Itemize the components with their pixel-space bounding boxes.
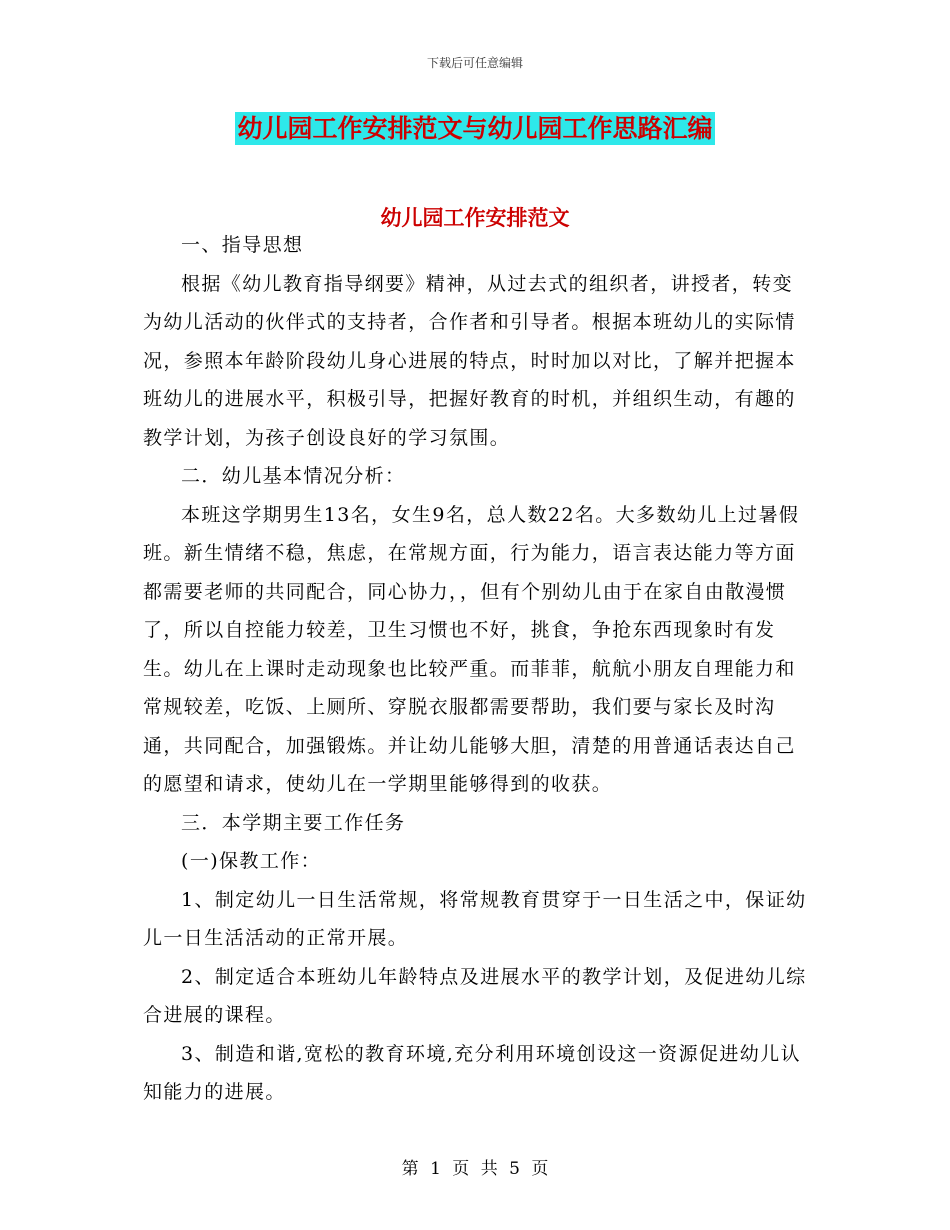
heading-main-tasks: 三．本学期主要工作任务 [181, 811, 406, 834]
task-item-3: 3、制造和谐,宽松的教育环境,充分利用环境创设这一资源促进幼儿认知能力的进展。 [143, 1042, 801, 1103]
paragraph-situation-analysis: 本班这学期男生13名，女生9名，总人数22名。大多数幼儿上过暑假班。新生情绪不稳，焦虑，在常规方面，行为能力，语言表达能力等方面都需要老师的共同配合，同心协力，，但有个别幼儿由于在家自由散漫惯了，所以自控能力较差，卫生习惯也不好，挑食，争抢东西现象时有发生。幼儿在上课时走动现象也比较严重。而菲菲，航航小朋友自理能力和常规较差，吃饭、上厕所、穿脱衣服都需要帮助，我们要与家长及时沟通，共同配合，加强锻炼。并让幼儿能够大胆，清楚的用普通话表达自己的愿望和请求，使幼儿在一学期里能够得到的收获。 [143, 503, 800, 795]
subheading-care-education: (一)保教工作： [181, 850, 322, 872]
page-footer: 第 1 页 共 5 页 [401, 1159, 549, 1179]
paragraph-guiding-thought: 根据《幼儿教育指导纲要》精神，从过去式的组织者，讲授者，转变为幼儿活动的伙伴式的支持者，合作者和引导者。根据本班幼儿的实际情况，参照本年龄阶段幼儿身心进展的特点，时时加以对比，了解并把握本班幼儿的进展水平，积极引导，把握好教育的时机，并组织生动，有趣的教学计划，为孩子创设良好的学习氛围。 [143, 272, 796, 449]
section-title: 幼儿园工作安排范文 [380, 205, 570, 230]
header-note: 下载后可任意编辑 [426, 56, 523, 70]
document-title [0, 112, 950, 146]
document-title-text: 幼儿园工作安排范文与幼儿园工作思路汇编 [237, 114, 713, 143]
task-item-2: 2、制定适合本班幼儿年龄特点及进展水平的教学计划，及促进幼儿综合进展的课程。 [143, 965, 807, 1026]
heading-situation-analysis: 二．幼儿基本情况分析： [181, 465, 406, 487]
heading-guiding-thought: 一、指导思想 [181, 234, 304, 256]
task-item-1: 1、制定幼儿一日生活常规，将常规教育贯穿于一日生活之中，保证幼儿一日生活活动的正常开展。 [143, 888, 807, 949]
document-body [143, 226, 811, 1112]
